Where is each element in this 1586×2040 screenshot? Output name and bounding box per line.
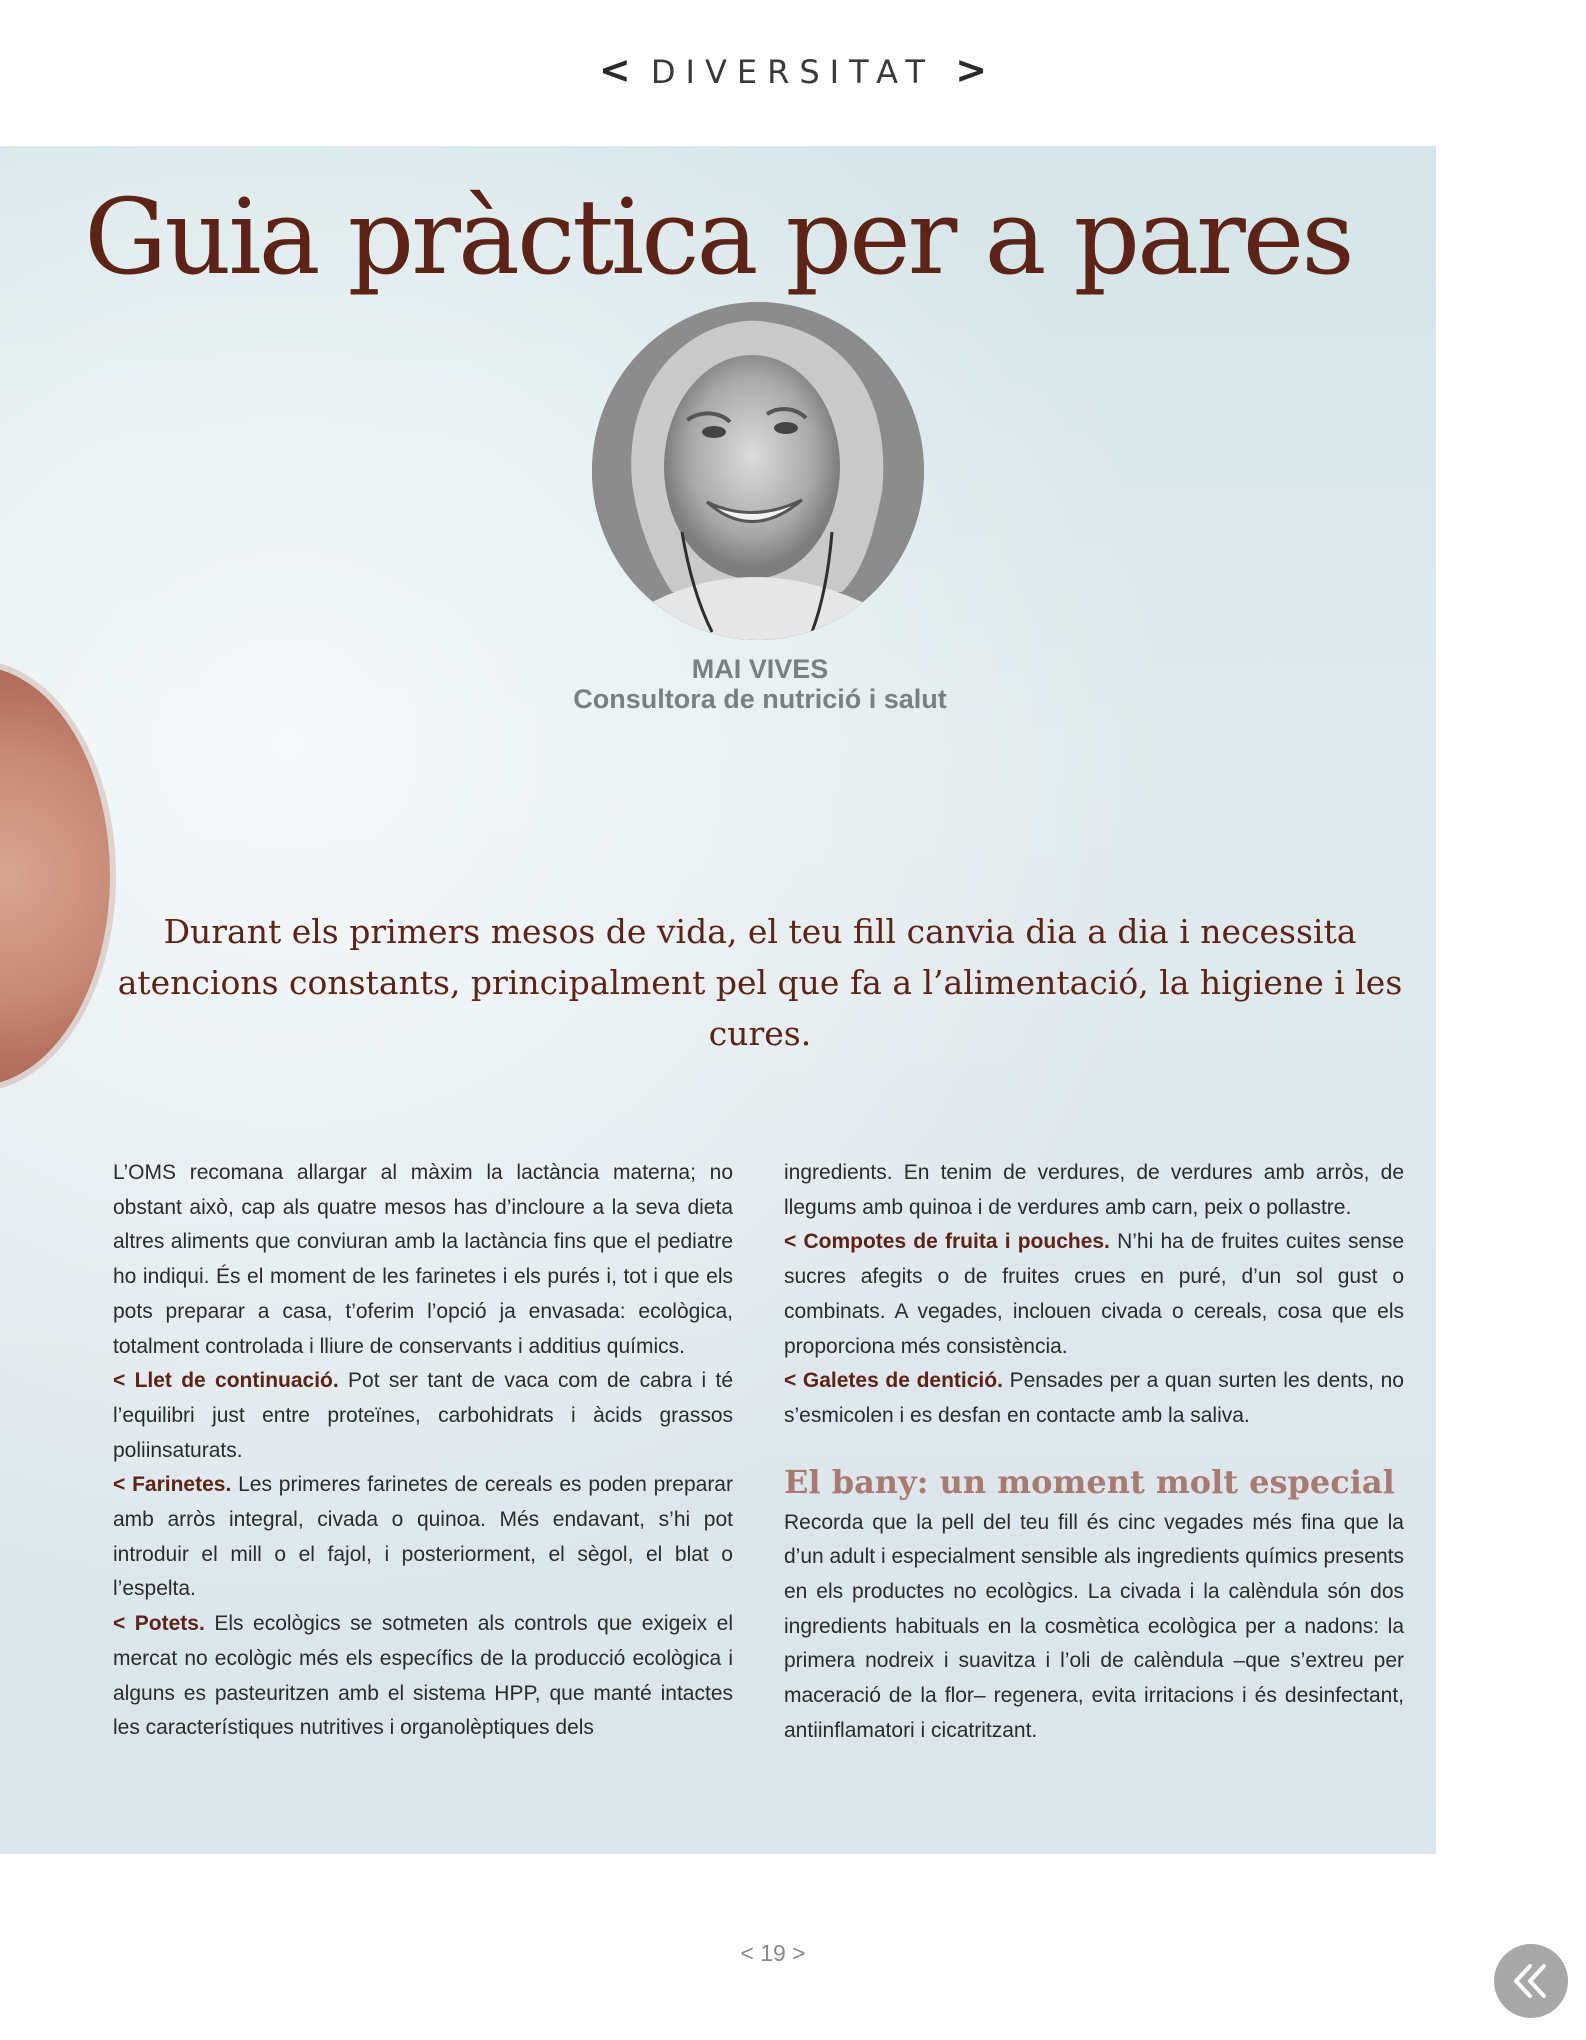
author-portrait bbox=[592, 302, 924, 640]
section-subheading: El bany: un moment molt especial bbox=[784, 1462, 1395, 1501]
intro-paragraph: L’OMS recomana allargar al màxim la lactància materna; no obstant això, cap als quatre mesos has d’incloure a la seva dieta altres aliments que conviuran amb la lactància fins que el pediatre ho indiqui. És el moment de les farinetes i els purés i, tot i que els pots preparar a casa, t’oferim l’opció ja envasada: ecològica, totalment controlada i lliure de conservants i additius químics. bbox=[113, 1161, 733, 1358]
item-label: < Potets. bbox=[113, 1612, 205, 1636]
list-item-jars bbox=[113, 1607, 733, 1746]
right-column bbox=[784, 1156, 1404, 1749]
article-hero bbox=[0, 146, 1436, 1854]
item-text: Pensades per a quan surten les dents, no s’esmicolen i es desfan en contacte amb la saliva. bbox=[784, 1369, 1404, 1427]
list-item-milk bbox=[113, 1364, 733, 1468]
lead-paragraph: Durant els primers mesos de vida, el teu fill canvia dia a dia i necessita atencions constants, principalment pel que fa a l’alimentació, la higiene i les cures. bbox=[117, 912, 1403, 1053]
section-header bbox=[0, 48, 1586, 92]
item-text: Les primeres farinetes de cereals es poden preparar amb arròs integral, civada o quinoa. Més endavant, s’hi pot introduir el mill o el fajol, i posteriorment, el sègol, el blat o l’espelta. bbox=[113, 1473, 733, 1601]
article-title: Guia pràctica per a pares bbox=[84, 176, 1352, 298]
item-text: N’hi ha de fruites cuites sense sucres afegits o de fruites crues en puré, d’un sol gust o combinats. A vegades, inclouen civada o cereals, cosa que els proporciona més consistència. bbox=[784, 1230, 1405, 1358]
list-item-teething-biscuits bbox=[784, 1364, 1404, 1433]
fruit-image bbox=[0, 666, 110, 1086]
portrait-photo bbox=[592, 302, 924, 640]
item-label: < Farinetes. bbox=[113, 1473, 232, 1497]
bath-paragraph: Recorda que la pell del teu fill és cinc vegades més fina que la d’un adult i especialment sensible als ingredients químics presents en els productes no ecològics. La civada i la calèndula són dos ingredients habituals en la cosmètica ecològica per a nadons: la primera nodreix i suavitza i l’oli de calèndula –que s’extreu per maceració de la flor– regenera, evita irritacions i és desinfectant, antiinflamatori i cicatritzant. bbox=[784, 1510, 1404, 1742]
list-item-compotes bbox=[784, 1225, 1404, 1364]
back-button[interactable] bbox=[1494, 1944, 1568, 2018]
item-label: < Compotes de fruita i pouches. bbox=[784, 1230, 1110, 1254]
left-column bbox=[113, 1156, 733, 1746]
author-name: MAI VIVES bbox=[691, 654, 829, 684]
continuation-paragraph: ingredients. En tenim de verdures, de verdures amb arròs, de llegums amb quinoa i de verdures amb carn, peix o pollastre. bbox=[784, 1161, 1404, 1219]
page-number: < 19 > bbox=[740, 1940, 806, 1966]
author-role: Consultora de nutrició i salut bbox=[573, 684, 947, 714]
item-label: < Galetes de dentició. bbox=[784, 1369, 1003, 1393]
double-chevron-left-icon bbox=[1494, 1944, 1568, 2018]
chevron-right-icon: > bbox=[955, 48, 988, 92]
section-label: DIVERSITAT bbox=[650, 53, 936, 91]
item-text: Pot ser tant de vaca com de cabra i té l’equilibri just entre proteïnes, carbohidrats i àcids grassos poliinsaturats. bbox=[113, 1369, 734, 1462]
chevron-left-icon: < bbox=[598, 48, 631, 92]
item-text: Els ecològics se sotmeten als controls que exigeix el mercat no ecològic més els específics de la producció ecològica i alguns es pasteuritzen amb el sistema HPP, que manté intactes les característiques nutritives i organolèptiques dels bbox=[113, 1612, 733, 1740]
item-label: < Llet de continuació. bbox=[113, 1369, 339, 1393]
list-item-porridge bbox=[113, 1468, 733, 1607]
